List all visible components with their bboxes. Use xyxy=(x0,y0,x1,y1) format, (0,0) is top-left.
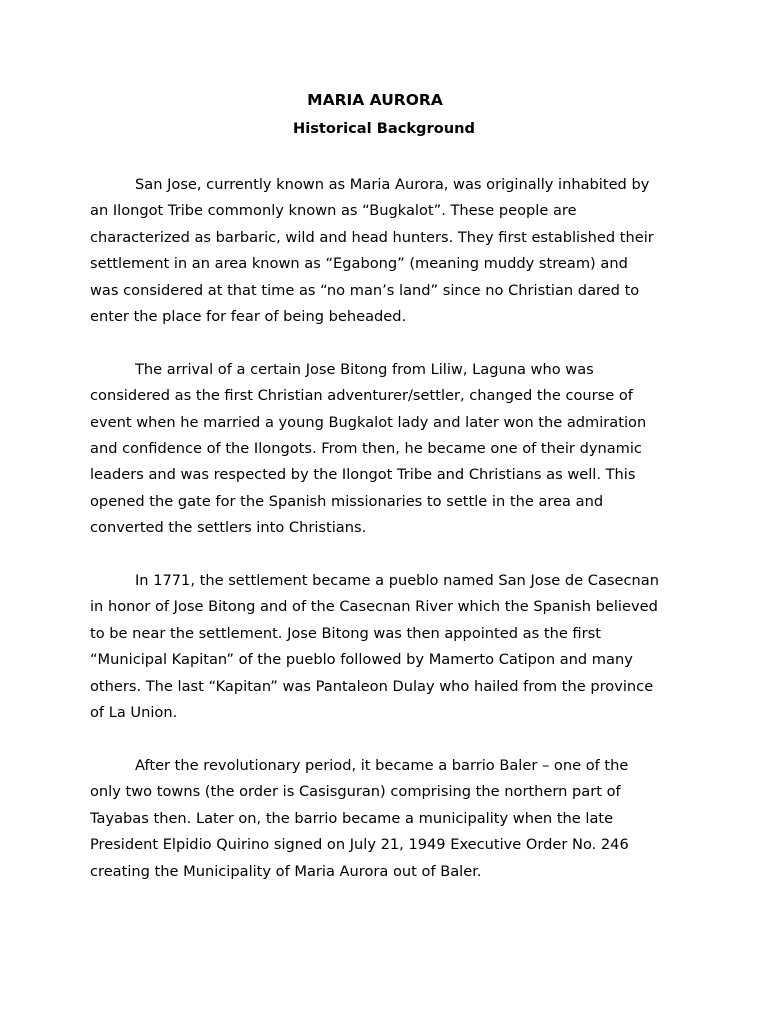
paragraph-line: converted the settlers into Christians. xyxy=(90,519,367,537)
paragraph-line: characterized as barbaric, wild and head hunters. They first established their xyxy=(90,228,654,246)
paragraph-line: The arrival of a certain Jose Bitong from Liliw, Laguna who was xyxy=(135,360,594,378)
paragraph-line: and confidence of the Ilongots. From then, he became one of their dynamic xyxy=(90,440,642,458)
paragraph-line: only two towns (the order is Casisguran) comprising the northern part of xyxy=(90,783,621,801)
paragraph-line: an Ilongot Tribe commonly known as “Bugkalot”. These people are xyxy=(90,202,577,220)
paragraph-1 xyxy=(90,172,690,330)
paragraph-line: settlement in an area known as “Egabong” (meaning muddy stream) and xyxy=(90,255,628,273)
paragraph-line: San Jose, currently known as Maria Aurora, was originally inhabited by xyxy=(135,176,650,193)
paragraph-line: in honor of Jose Bitong and of the Casecnan River which the Spanish believed xyxy=(90,598,658,616)
paragraph-line: considered as the first Christian adventurer/settler, changed the course of xyxy=(90,387,633,405)
document-body xyxy=(90,172,690,911)
paragraph-line: was considered at that time as “no man’s land” since no Christian dared to xyxy=(90,281,640,299)
paragraph-line: President Elpidio Quirino signed on July 21, 1949 Executive Order No. 246 xyxy=(90,836,629,854)
paragraph-line: Tayabas then. Later on, the barrio became a municipality when the late xyxy=(90,809,614,827)
paragraph-3 xyxy=(90,568,690,726)
paragraph-line: leaders and was respected by the Ilongot Tribe and Christians as well. This xyxy=(90,466,636,484)
paragraph-2 xyxy=(90,357,690,542)
document-subtitle: Historical Background xyxy=(293,120,475,137)
paragraph-4 xyxy=(90,753,690,885)
paragraph-line: In 1771, the settlement became a pueblo named San Jose de Casecnan xyxy=(135,572,659,590)
paragraph-line: enter the place for fear of being beheaded. xyxy=(90,308,407,326)
paragraph-line: to be near the settlement. Jose Bitong was then appointed as the first xyxy=(90,624,601,642)
paragraph-line: “Municipal Kapitan” of the pueblo followed by Mamerto Catipon and many xyxy=(90,651,633,669)
document-title: MARIA AURORA xyxy=(307,91,443,109)
paragraph-line: others. The last “Kapitan” was Pantaleon Dulay who hailed from the province xyxy=(90,677,654,695)
paragraph-line: After the revolutionary period, it became a barrio Baler – one of the xyxy=(135,756,629,774)
paragraph-line: creating the Municipality of Maria Aurora out of Baler. xyxy=(90,862,482,880)
paragraph-line: event when he married a young Bugkalot lady and later won the admiration xyxy=(90,413,647,431)
paragraph-line: of La Union. xyxy=(90,704,178,722)
paragraph-line: opened the gate for the Spanish missionaries to settle in the area and xyxy=(90,492,604,510)
